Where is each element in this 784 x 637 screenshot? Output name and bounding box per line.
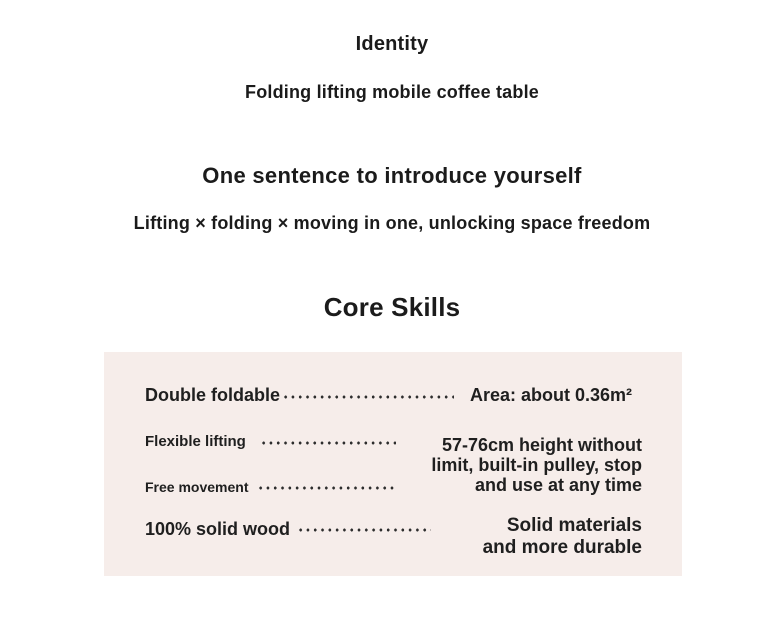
- skill-value-lifting-height: 57-76cm height without limit, built-in pulley, stop and use at any time: [431, 435, 642, 495]
- intro-title: One sentence to introduce yourself: [202, 163, 582, 188]
- dotted-leader: [257, 486, 396, 490]
- identity-title: Identity: [355, 33, 429, 55]
- dotted-leader: [260, 441, 396, 445]
- core-skills-panel: [104, 352, 682, 576]
- skill-value-materials: Solid materials and more durable: [482, 515, 642, 558]
- intro-subtitle: Lifting × folding × moving in one, unlocking space freedom: [133, 213, 651, 233]
- identity-subtitle: Folding lifting mobile coffee table: [245, 82, 539, 102]
- skill-value-area: Area: about 0.36m²: [470, 385, 633, 405]
- dotted-leader: [297, 528, 431, 532]
- skill-label-solid-wood: 100% solid wood: [145, 519, 291, 539]
- dotted-leader: [282, 395, 454, 399]
- skill-label-double-foldable: Double foldable: [145, 385, 280, 405]
- skill-label-flexible-lifting: Flexible lifting: [145, 433, 246, 450]
- core-skills-title: Core Skills: [323, 292, 461, 322]
- skill-label-free-movement: Free movement: [145, 479, 249, 495]
